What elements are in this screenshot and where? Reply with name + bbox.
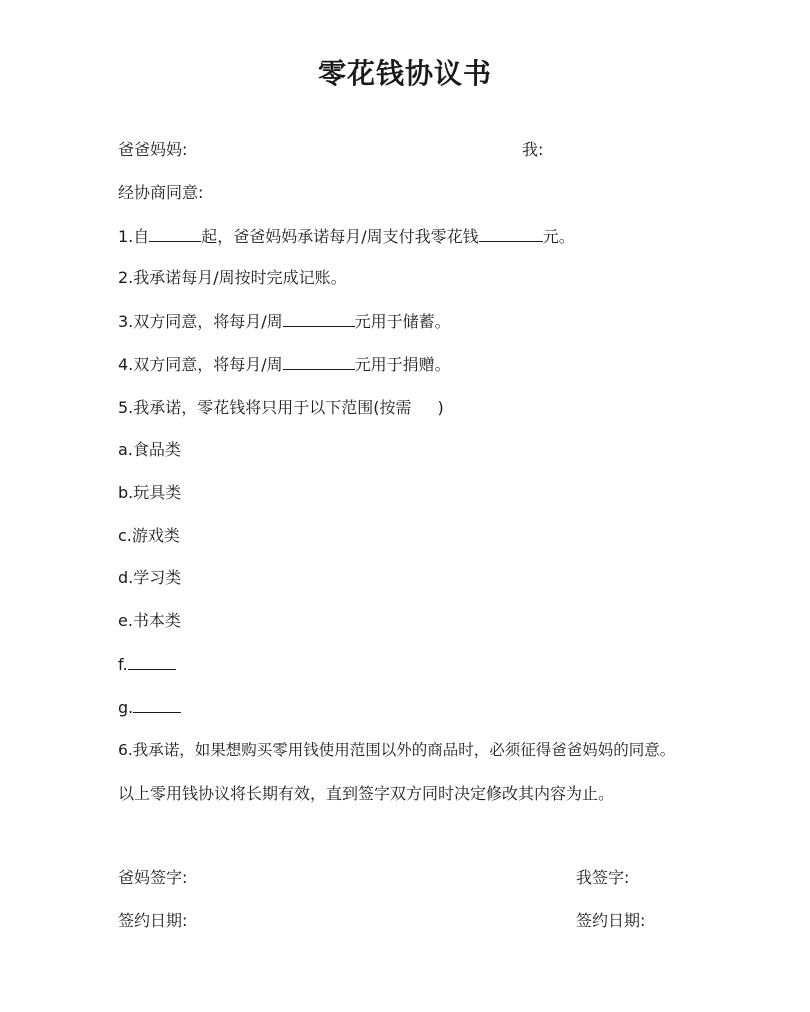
clause-6: 6.我承诺，如果想购买零用钱使用范围以外的商品时，必须征得爸爸妈妈的同意。	[118, 741, 676, 759]
category-f-label: f.	[118, 655, 128, 674]
category-b: b.玩具类	[118, 483, 182, 502]
parents-signature-label: 爸妈签字:	[118, 868, 188, 887]
document-title: 零花钱协议书	[317, 57, 492, 90]
allowance-amount-blank[interactable]	[479, 226, 543, 242]
clause-4	[118, 354, 451, 375]
clause-1-prefix: 1.自	[118, 227, 150, 246]
me-label: 我:	[522, 140, 544, 159]
me-signature-label: 我签字:	[576, 868, 630, 887]
clause-5	[118, 398, 444, 418]
clause-3	[118, 311, 451, 332]
category-g	[118, 697, 181, 718]
clause-5-suffix: )	[437, 398, 444, 417]
clause-3-suffix: 元用于储蓄。	[354, 312, 451, 331]
clause-4-suffix: 元用于捐赠。	[354, 355, 451, 374]
category-d: d.学习类	[118, 568, 182, 587]
category-f	[118, 654, 176, 675]
clause-1-suffix: 元。	[542, 227, 575, 246]
parents-label: 爸爸妈妈:	[118, 140, 188, 159]
start-date-blank[interactable]	[149, 226, 201, 242]
donation-amount-blank[interactable]	[283, 354, 355, 370]
me-date-label: 签约日期:	[576, 911, 646, 930]
clause-3-prefix: 3.双方同意，将每月/周	[118, 312, 283, 331]
clause-4-prefix: 4.双方同意，将每月/周	[118, 355, 283, 374]
category-c: c.游戏类	[118, 526, 180, 545]
validity-statement: 以上零用钱协议将长期有效，直到签字双方同时决定修改其内容为止。	[118, 784, 615, 803]
clause-1	[118, 226, 575, 247]
category-g-blank[interactable]	[133, 697, 181, 713]
category-e: e.书本类	[118, 611, 181, 630]
clause-2: 2.我承诺每月/周按时完成记账。	[118, 268, 347, 287]
parents-date-label: 签约日期:	[118, 911, 188, 930]
category-a: a.食品类	[118, 440, 181, 459]
category-g-label: g.	[118, 698, 134, 717]
clause-1-middle: 起，爸爸妈妈承诺每月/周支付我零花钱	[201, 227, 479, 246]
savings-amount-blank[interactable]	[283, 311, 355, 327]
agreement-intro: 经协商同意:	[118, 183, 204, 202]
clause-5-prefix: 5.我承诺，零花钱将只用于以下范围(按需	[118, 398, 412, 417]
category-f-blank[interactable]	[128, 654, 176, 670]
